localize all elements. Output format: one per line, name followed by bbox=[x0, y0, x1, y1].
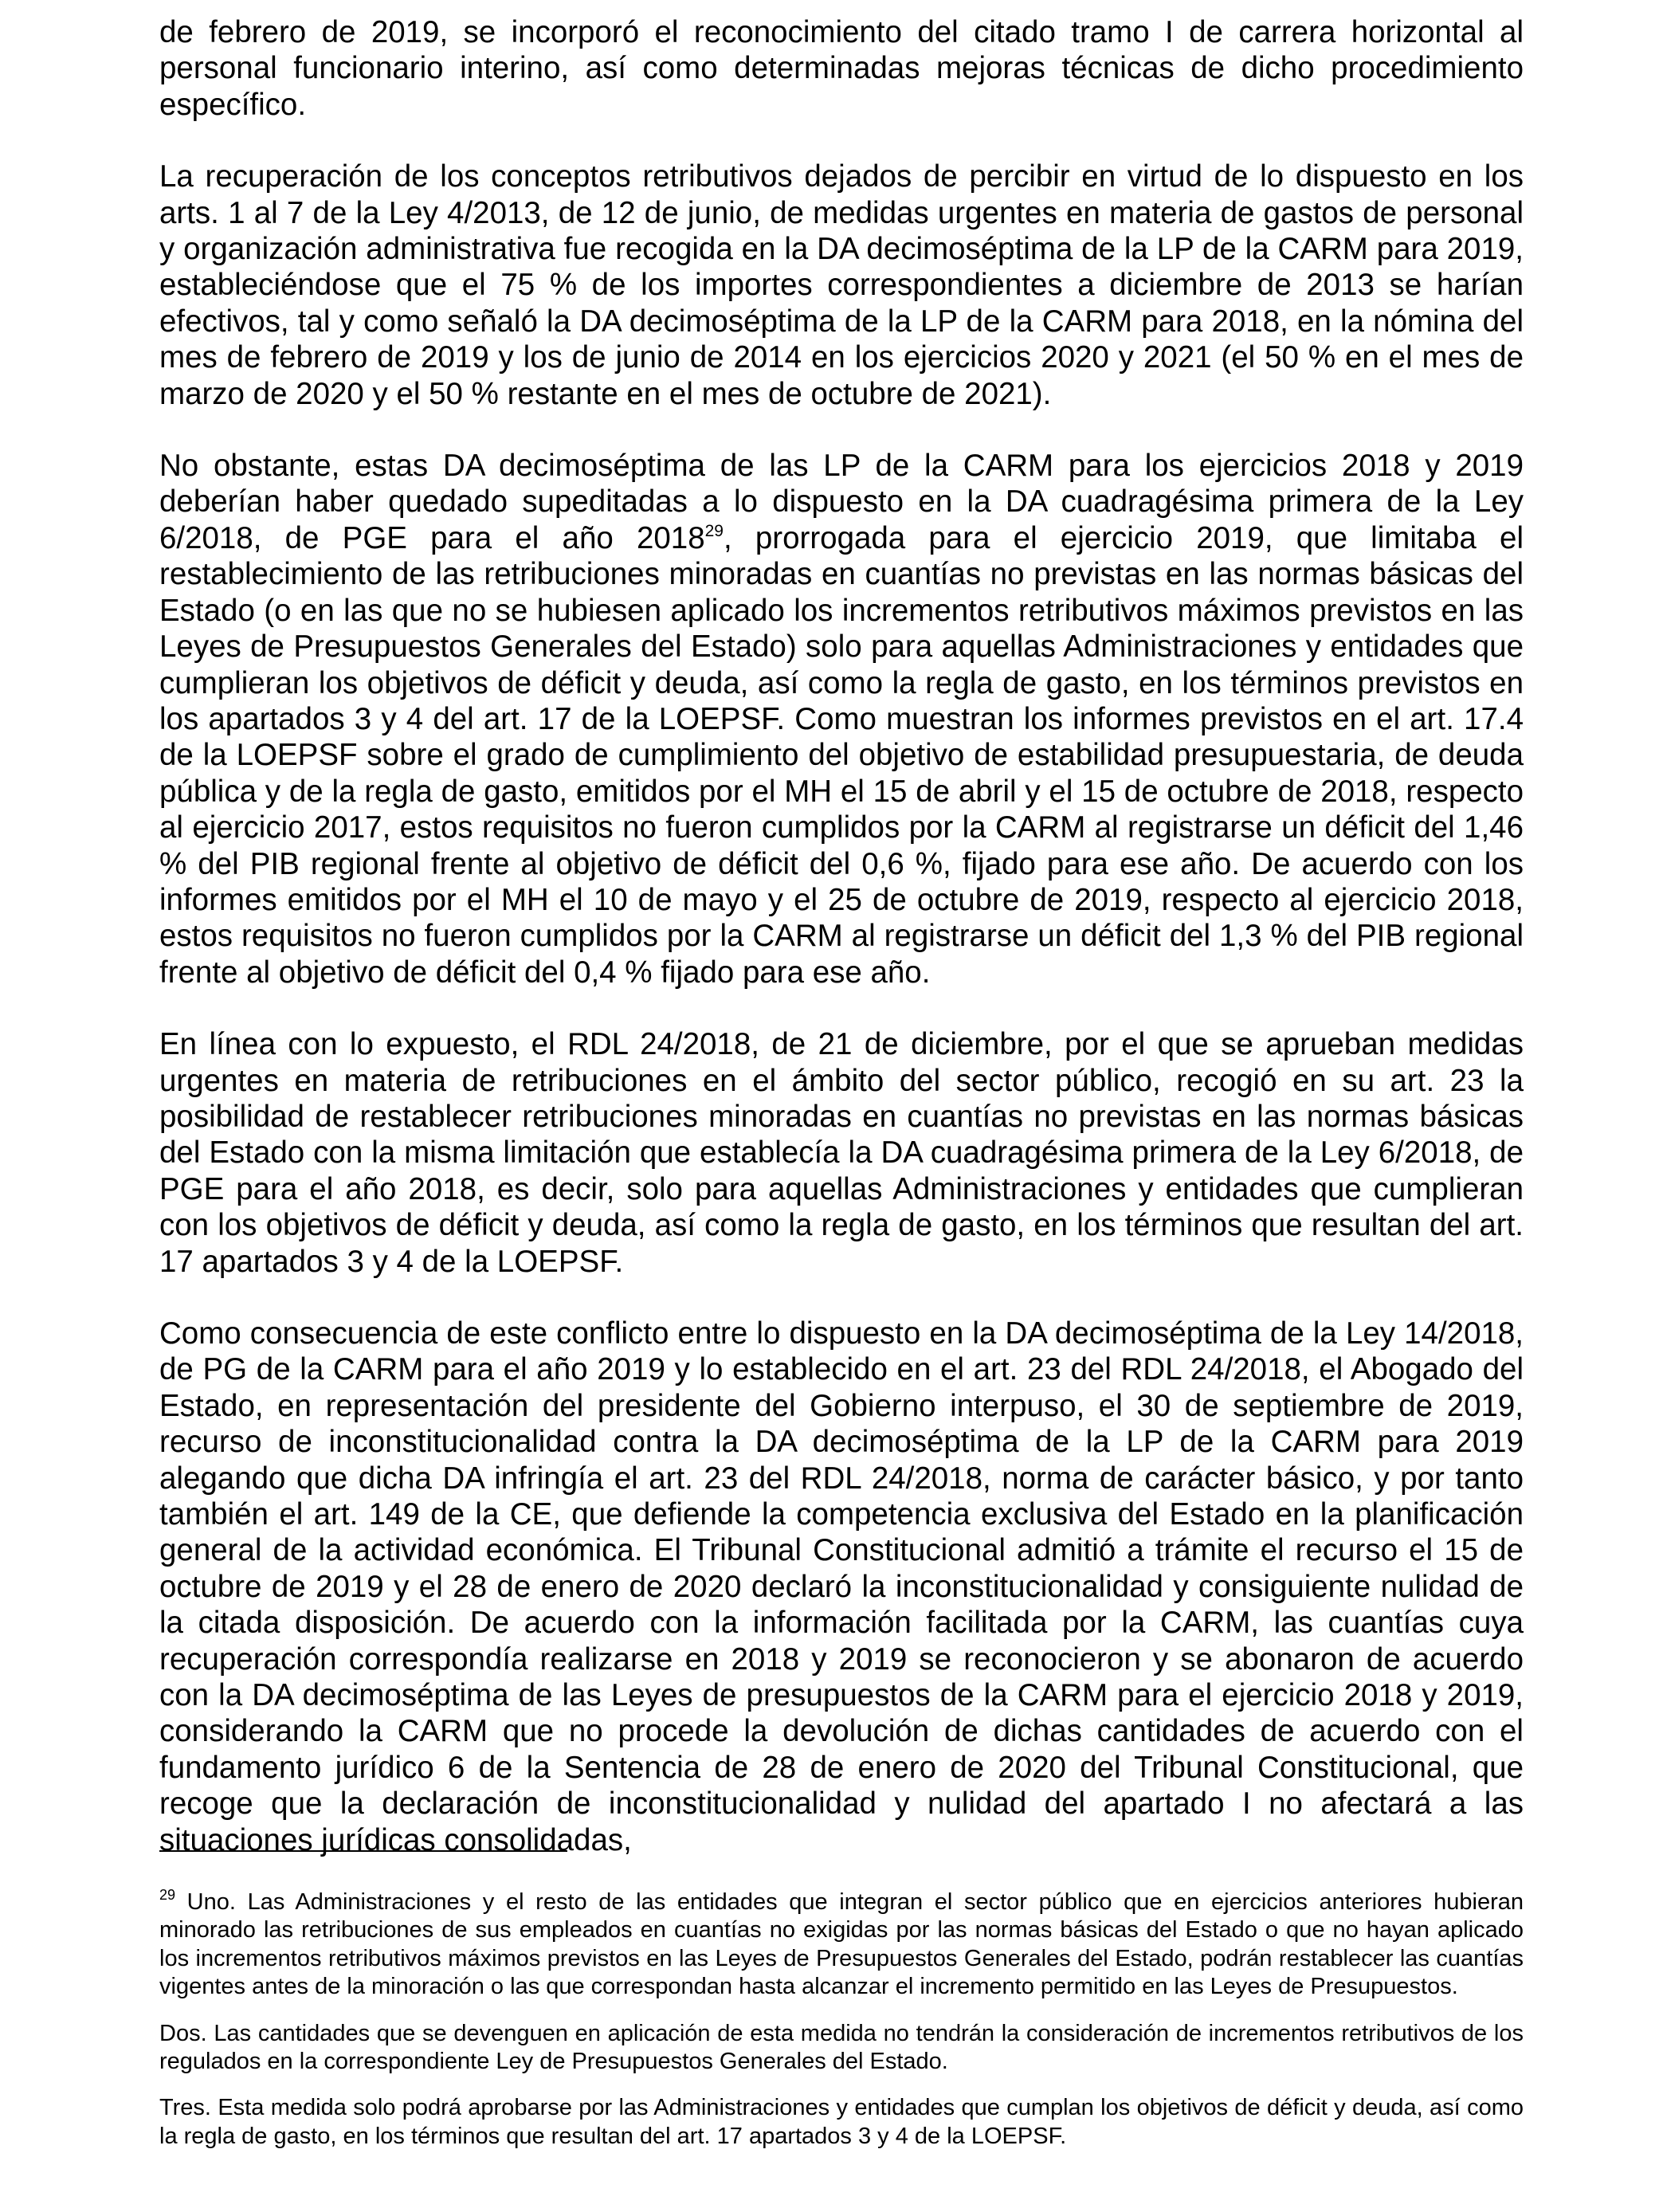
paragraph-5: Como consecuencia de este conflicto entre lo dispuesto en la DA decimoséptima de la Ley 14/2018, de PG de la CARM para el año 2019 y lo establecido en el art. 23 del RDL 24/2018, el Abogado del Estado, en representación del presidente del Gobierno interpuso, el 30 de septiembre de 2019, recurso de inconstitucionalidad contra la DA decimoséptima de la LP de la CARM para 2019 alegando que dicha DA infringía el art. 23 del RDL 24/2018, norma de carácter básico, y por tanto también el art. 149 de la CE, que defiende la competencia exclusiva del Estado en la planificación general de la actividad económica. El Tribunal Constitucional admitió a trámite el recurso el 15 de octubre de 2019 y el 28 de enero de 2020 declaró la inconstitucionalidad y consiguiente nulidad de la citada disposición. De acuerdo con la información facilitada por la CARM, las cuantías cuya recuperación correspondía realizarse en 2018 y 2019 se reconocieron y se abonaron de acuerdo con la DA decimoséptima de las Leyes de presupuestos de la CARM para el ejercicio 2018 y 2019, considerando la CARM que no procede la devolución de dichas cantidades de acuerdo con el fundamento jurídico 6 de la Sentencia de 28 de enero de 2020 del Tribunal Constitucional, que recoge que la declaración de inconstitucionalidad y nulidad del apartado I no afectará a las situaciones jurídicas consolidadas, bbox=[159, 1316, 1524, 1857]
footnote-29-tres: Tres. Esta medida solo podrá aprobarse por las Administraciones y entidades que cumplan los objetivos de déficit y deuda, así como la regla de gasto, en los términos que resultan del art. 17 apartados 3 y 4 de la LOEPSF. bbox=[159, 2095, 1524, 2149]
footnote-29-dos: Dos. Las cantidades que se devenguen en aplicación de esta medida no tendrán la consideración de incrementos retributivos de los regulados en la correspondiente Ley de Presupuestos Generales del Estado. bbox=[159, 2020, 1524, 2075]
paragraph-3-text-after: , prorrogada para el ejercicio 2019, que limitaba el restablecimiento de las retribuciones minoradas en cuantías no previstas en las normas básicas del Estado (o en las que no se hubiesen aplicado los incrementos retributivos máximos previstos en las Leyes de Presupuestos Generales del Estado) solo para aquellas Administraciones y entidades que cumplieran los objetivos de déficit y deuda, así como la regla de gasto, en los términos previstos en los apartados 3 y 4 del art. 17 de la LOEPSF. Como muestran los informes previstos en el art. 17.4 de la LOEPSF sobre el grado de cumplimiento del objetivo de estabilidad presupuestaria, de deuda pública y de la regla de gasto, emitidos por el MH el 15 de abril y el 15 de octubre de 2018, respecto al ejercicio 2017, estos requisitos no fueron cumplidos por la CARM al registrarse un déficit del 1,46 % del PIB regional frente al objetivo de déficit del 0,6 %, fijado para ese año. De acuerdo con los informes emitidos por el MH el 10 de mayo y el 25 de octubre de 2019, respecto al ejercicio 2018, estos requisitos no fueron cumplidos por la CARM al registrarse un déficit del 1,3 % del PIB regional frente al objetivo de déficit del 0,4 % fijado para ese año. bbox=[159, 520, 1524, 990]
footnote-29-uno bbox=[159, 1888, 1524, 2002]
footnote-reference-29[interactable]: 29 bbox=[704, 521, 724, 540]
paragraph-4: En línea con lo expuesto, el RDL 24/2018, de 21 de diciembre, por el que se aprueban medidas urgentes en materia de retribuciones en el ámbito del sector público, recogió en su art. 23 la posibilidad de restablecer retribuciones minoradas en cuantías no previstas en las normas básicas del Estado con la misma limitación que establecía la DA cuadragésima primera de la Ley 6/2018, de PGE para el año 2018, es decir, solo para aquellas Administraciones y entidades que cumplieran con los objetivos de déficit y deuda, así como la regla de gasto, en los términos que resultan del art. 17 apartados 3 y 4 de la LOEPSF. bbox=[159, 1027, 1524, 1279]
footnote-separator bbox=[159, 1850, 567, 1852]
body-text bbox=[159, 14, 1524, 1858]
paragraph-3-text-before: No obstante, estas DA decimoséptima de las LP de la CARM para los ejercicios 2018 y 2019 deberían haber quedado supeditadas a lo dispuesto en la DA cuadragésima primera de la Ley 6/2018, de PGE para el año 2018 bbox=[159, 449, 1524, 555]
document-page bbox=[159, 0, 1524, 2212]
paragraph-3 bbox=[159, 448, 1524, 990]
footnote-29-uno-text: Uno. Las Administraciones y el resto de las entidades que integran el sector público que en ejercicios anteriores hubieran minorado las retribuciones de sus empleados en cuantías no exigidas por las normas básicas del Estado o que no hayan aplicado los incrementos retributivos máximos previstos en las Leyes de Presupuestos Generales del Estado, podrán restablecer las cuantías vigentes antes de la minoración o las que correspondan hasta alcanzar el incremento permitido en las Leyes de Presupuestos. bbox=[159, 1889, 1524, 2000]
footnote-number: 29 bbox=[159, 1887, 176, 1903]
footnotes bbox=[159, 1888, 1524, 2169]
paragraph-1: de febrero de 2019, se incorporó el reconocimiento del citado tramo I de carrera horizontal al personal funcionario interino, así como determinadas mejoras técnicas de dicho procedimiento específico. bbox=[159, 15, 1524, 122]
paragraph-2: La recuperación de los conceptos retributivos dejados de percibir en virtud de lo dispuesto en los arts. 1 al 7 de la Ley 4/2013, de 12 de junio, de medidas urgentes en materia de gastos de personal y organización administrativa fue recogida en la DA decimoséptima de la LP de la CARM para 2019, estableciéndose que el 75 % de los importes correspondientes a diciembre de 2013 se harían efectivos, tal y como señaló la DA decimoséptima de la LP de la CARM para 2018, en la nómina del mes de febrero de 2019 y los de junio de 2014 en los ejercicios 2020 y 2021 (el 50 % en el mes de marzo de 2020 y el 50 % restante en el mes de octubre de 2021). bbox=[159, 159, 1524, 411]
